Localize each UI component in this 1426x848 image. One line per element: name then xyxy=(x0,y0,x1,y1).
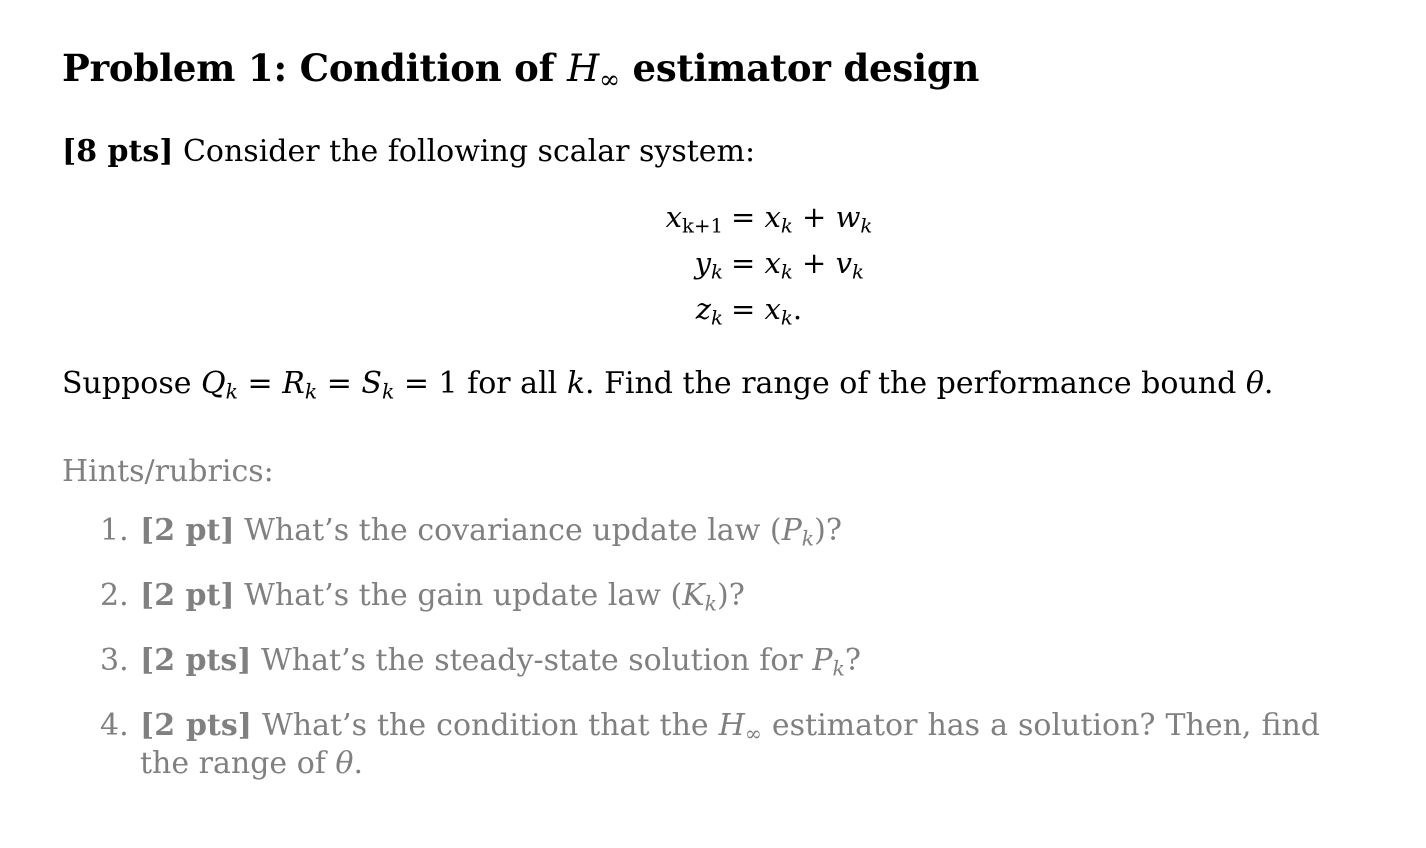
suppose-text-2: = 1 for all xyxy=(394,366,567,401)
hint-math-sub: k xyxy=(801,526,815,551)
eq-end: . xyxy=(792,292,803,326)
title-math-infinity: ∞ xyxy=(599,65,620,95)
hint-points: [2 pt] xyxy=(140,578,235,613)
hint-text-end-2: . xyxy=(353,746,364,781)
suppose-statement xyxy=(62,366,1274,404)
math-r-sub: k xyxy=(304,379,318,404)
eq-lhs-var: x xyxy=(665,200,683,234)
hint-item xyxy=(100,577,1320,615)
eq-lhs-var: y xyxy=(694,246,712,280)
problem-title xyxy=(62,46,980,95)
hint-points: [2 pts] xyxy=(140,708,252,743)
eq-rhs-var-a: x xyxy=(764,246,781,280)
eq-rhs-var-b: w xyxy=(835,200,861,234)
hint-math-sub: ∞ xyxy=(744,721,762,746)
hint-math-var: K xyxy=(682,578,705,613)
hint-math-theta: θ xyxy=(335,746,354,781)
math-r: R xyxy=(282,366,305,401)
eq-rhs-sub-a: k xyxy=(780,214,793,238)
equals-1: = xyxy=(238,366,283,401)
title-math-h: H xyxy=(567,47,600,90)
hint-math-sub: k xyxy=(832,656,845,681)
eq-rhs-sub-b: k xyxy=(851,260,864,284)
eq-lhs-sub: k xyxy=(711,306,723,330)
hint-text: What’s the steady-state solution for xyxy=(251,643,813,678)
hint-text-end: )? xyxy=(814,513,842,548)
hint-item xyxy=(100,707,1320,783)
title-text-suffix: estimator design xyxy=(619,46,980,90)
math-s: S xyxy=(361,366,382,401)
hint-math-var: P xyxy=(781,513,802,548)
hint-number: 3. xyxy=(100,643,129,678)
hint-text-end: ? xyxy=(844,643,861,678)
hints-list xyxy=(100,512,1320,810)
math-q-sub: k xyxy=(225,379,238,404)
eq-rhs-sub-a: k xyxy=(780,306,793,330)
eq-operator: + xyxy=(792,200,836,234)
eq-rhs-sub-a: k xyxy=(780,260,793,284)
hints-heading: Hints/rubrics: xyxy=(62,454,274,489)
eq-lhs-sub: k xyxy=(711,260,723,284)
intro-points: [8 pts] xyxy=(62,134,174,169)
title-text-prefix: Problem 1: Condition of xyxy=(62,46,568,90)
eq-rhs-var-b: v xyxy=(835,246,852,280)
math-q: Q xyxy=(201,366,226,401)
hint-text: What’s the covariance update law ( xyxy=(234,513,782,548)
problem-intro xyxy=(62,134,755,169)
math-k: k xyxy=(566,366,585,401)
hint-text-end: estimator has a solution? Then, find the range of xyxy=(140,708,1321,781)
hint-item xyxy=(100,512,1320,550)
equals-2: = xyxy=(317,366,362,401)
hint-points: [2 pts] xyxy=(140,643,252,678)
eq-rhs-var-a: x xyxy=(764,200,781,234)
intro-text: Consider the following scalar system: xyxy=(173,134,756,169)
eq-rhs-var-a: x xyxy=(764,292,781,326)
suppose-text-4: . xyxy=(1263,366,1274,401)
eq-operator: + xyxy=(792,246,836,280)
eq-lhs-sub: k+1 xyxy=(682,214,723,238)
suppose-text-3: . Find the range of the performance bound xyxy=(585,366,1246,401)
hint-text: What’s the gain update law ( xyxy=(234,578,683,613)
hint-item xyxy=(100,642,1320,680)
suppose-text-1: Suppose xyxy=(62,366,202,401)
hint-number: 2. xyxy=(100,578,129,613)
hint-number: 1. xyxy=(100,513,129,548)
hint-text-end: )? xyxy=(717,578,745,613)
hint-math-var: P xyxy=(812,643,833,678)
hint-math-var: H xyxy=(718,708,745,743)
hint-number: 4. xyxy=(100,708,129,743)
hint-math-sub: k xyxy=(704,591,717,616)
eq-lhs-var: z xyxy=(695,292,712,326)
math-s-sub: k xyxy=(381,379,395,404)
hint-text: What’s the condition that the xyxy=(251,708,719,743)
math-theta: θ xyxy=(1245,366,1264,401)
eq-rhs-sub-b: k xyxy=(860,214,873,238)
hint-points: [2 pt] xyxy=(140,513,235,548)
